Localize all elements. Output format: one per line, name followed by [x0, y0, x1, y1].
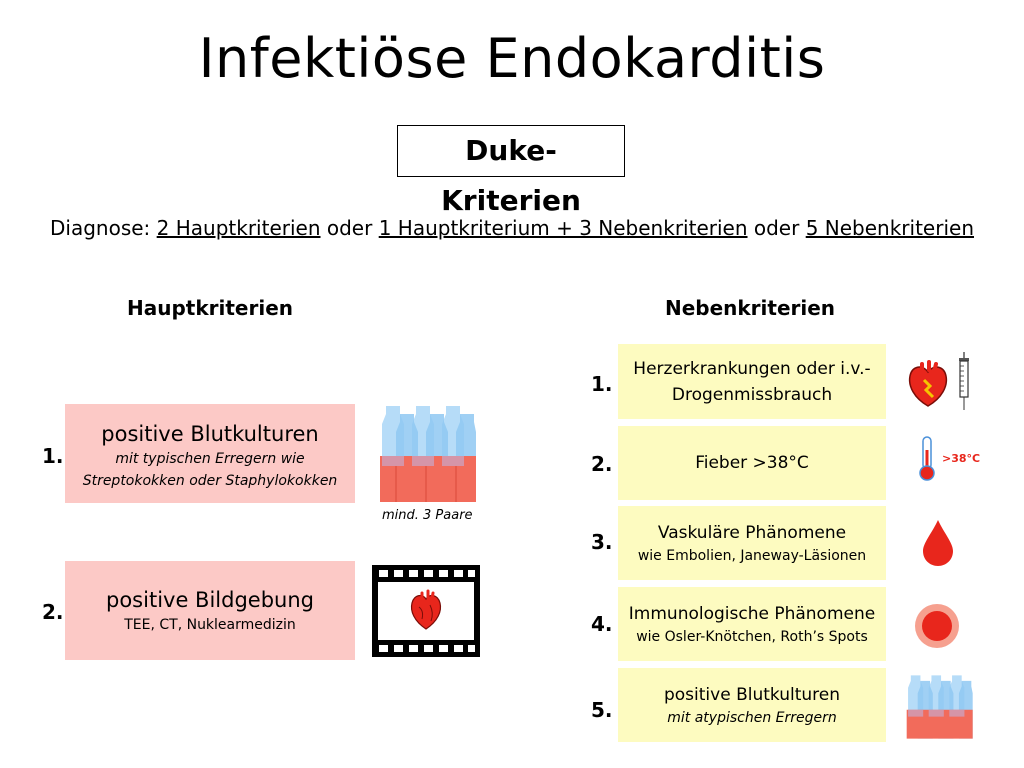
diagnosis-option-2: 1 Hauptkriterium + 3 Nebenkriterien [378, 216, 748, 240]
minor-item-4-number: 4. [591, 612, 613, 636]
diagnosis-option-1: 2 Hauptkriterien [156, 216, 321, 240]
minor-item-3-box [618, 506, 886, 580]
blood-culture-bottles-small-icon [905, 674, 973, 740]
minor-item-5-line-1: positive Blutkulturen [663, 685, 841, 705]
minor-item-1-box [618, 344, 886, 419]
main-item-2-number: 2. [42, 600, 64, 624]
minor-item-1-line-1: Herzerkrankungen oder i.v.- [633, 358, 871, 379]
diagnosis-separator-2: oder [753, 216, 800, 240]
main-item-1-detail-1: mit typischen Erregern wie [115, 451, 305, 467]
minor-item-3-line-2: wie Embolien, Janeway-Läsionen [637, 548, 867, 564]
page-title: Infektiöse Endokarditis [198, 27, 826, 90]
subtitle-box: Duke-Kriterien [397, 125, 625, 177]
main-criteria-heading: Hauptkriterien [126, 296, 293, 320]
heart-syringe-icon [906, 350, 980, 414]
diagnosis-prefix: Diagnose: [50, 216, 151, 240]
minor-item-1-number: 1. [591, 372, 613, 396]
main-item-1-title: positive Blutkulturen [101, 422, 319, 446]
minor-item-4-line-2: wie Osler-Knötchen, Roth’s Spots [636, 629, 868, 645]
thermometer-label: >38°C [942, 452, 981, 465]
main-item-1-number: 1. [42, 444, 64, 468]
minor-item-2-box [618, 426, 886, 500]
diagnosis-separator-1: oder [326, 216, 373, 240]
minor-item-2-number: 2. [591, 452, 613, 476]
minor-item-3-number: 3. [591, 530, 613, 554]
minor-criteria-heading: Nebenkriterien [664, 296, 836, 320]
main-item-2-detail: TEE, CT, Nuklearmedizin [124, 617, 296, 633]
main-item-2-box [65, 561, 355, 660]
thermometer-icon [918, 436, 936, 482]
blood-culture-bottles-icon [378, 404, 476, 502]
film-heart-icon [372, 565, 480, 657]
main-item-1-box [65, 404, 355, 503]
minor-item-5-box [618, 668, 886, 742]
minor-item-3-line-1: Vaskuläre Phänomene [657, 523, 847, 543]
red-nodule-icon [914, 603, 960, 649]
minor-item-1-line-2: Drogenmissbrauch [671, 384, 833, 405]
minor-item-2-line-1: Fieber >38°C [695, 453, 809, 473]
main-item-2-title: positive Bildgebung [106, 588, 314, 612]
diagnosis-option-3: 5 Nebenkriterien [805, 216, 974, 240]
minor-item-4-box [618, 587, 886, 661]
minor-item-5-number: 5. [591, 698, 613, 722]
minor-item-4-line-1: Immunologische Phänomene [628, 604, 876, 624]
blood-drop-icon [922, 519, 954, 567]
main-item-1-detail-2: Streptokokken oder Staphylokokken [82, 473, 338, 489]
diagnosis-line [0, 214, 1024, 242]
minor-item-5-line-2: mit atypischen Erregern [667, 710, 837, 726]
main-item-1-note: mind. 3 Paare [382, 508, 473, 523]
